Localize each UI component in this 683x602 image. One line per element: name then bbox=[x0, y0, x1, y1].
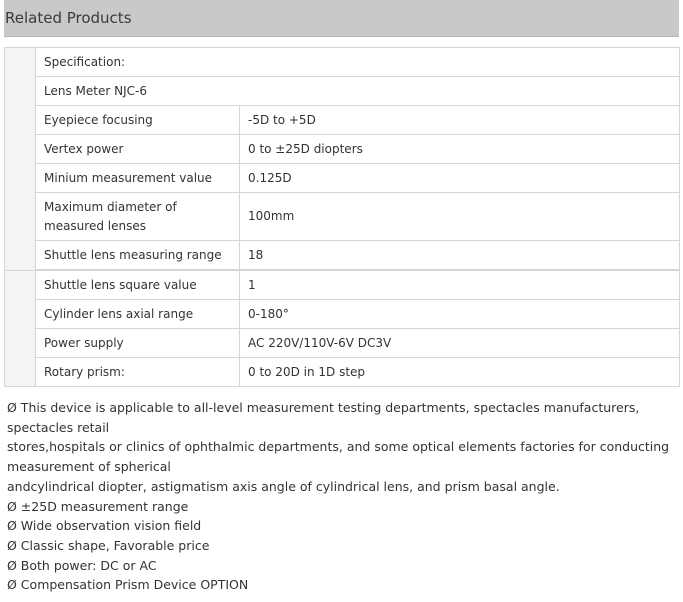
note-line: spectacles retail bbox=[7, 419, 110, 435]
spec-value: 18 bbox=[240, 241, 680, 270]
table-row bbox=[5, 193, 680, 241]
note-line: Ø Classic shape, Favorable price bbox=[7, 537, 210, 553]
spec-label: Cylinder lens axial range bbox=[36, 300, 240, 329]
table-row bbox=[5, 48, 680, 77]
spec-value: AC 220V/110V-6V DC3V bbox=[240, 329, 680, 358]
spec-value: 0.125D bbox=[240, 164, 680, 193]
spec-label: Minium measurement value bbox=[36, 164, 240, 193]
table-row bbox=[5, 77, 680, 106]
model-name: Lens Meter NJC-6 bbox=[36, 77, 680, 106]
table-row bbox=[5, 358, 680, 387]
row-gutter bbox=[5, 271, 36, 387]
related-products-header bbox=[4, 0, 679, 37]
product-notes bbox=[7, 398, 679, 595]
spec-value: 0 to ±25D diopters bbox=[240, 135, 680, 164]
note-line: stores,hospitals or clinics of ophthalmic departments, and some optical elements factories for conducting bbox=[7, 439, 670, 455]
header-title: Related Products bbox=[5, 9, 132, 27]
spec-label: Power supply bbox=[36, 329, 240, 358]
note-line: Ø ±25D measurement range bbox=[7, 498, 189, 514]
table-row bbox=[5, 329, 680, 358]
spec-label: Shuttle lens square value bbox=[36, 271, 240, 300]
table-row bbox=[5, 300, 680, 329]
note-line: Ø This device is applicable to all-level measurement testing departments, spectacles manufacturers, bbox=[7, 400, 640, 415]
table-row bbox=[5, 241, 680, 270]
spec-value: -5D to +5D bbox=[240, 106, 680, 135]
spec-heading: Specification: bbox=[36, 48, 680, 77]
spec-value: 1 bbox=[240, 271, 680, 300]
table-row bbox=[5, 164, 680, 193]
spec-label: Maximum diameter of measured lenses bbox=[36, 193, 240, 241]
table-row bbox=[5, 106, 680, 135]
spec-value: 0-180° bbox=[240, 300, 680, 329]
row-gutter bbox=[5, 48, 36, 271]
spec-label: Vertex power bbox=[36, 135, 240, 164]
table-row bbox=[5, 271, 680, 300]
note-line: Ø Both power: DC or AC bbox=[7, 557, 157, 573]
spec-label: Eyepiece focusing bbox=[36, 106, 240, 135]
note-line: Ø Wide observation vision field bbox=[7, 518, 202, 534]
note-line: andcylindrical diopter, astigmatism axis angle of cylindrical lens, and prism basal angle. bbox=[7, 478, 560, 494]
note-line: measurement of spherical bbox=[7, 459, 171, 475]
spec-value: 0 to 20D in 1D step bbox=[240, 358, 680, 387]
spec-label: Rotary prism: bbox=[36, 358, 240, 387]
spec-label: Shuttle lens measuring range bbox=[36, 241, 240, 270]
table-row bbox=[5, 135, 680, 164]
spec-table bbox=[4, 47, 680, 387]
note-line: Ø Compensation Prism Device OPTION bbox=[7, 577, 249, 593]
spec-value: 100mm bbox=[240, 193, 680, 241]
